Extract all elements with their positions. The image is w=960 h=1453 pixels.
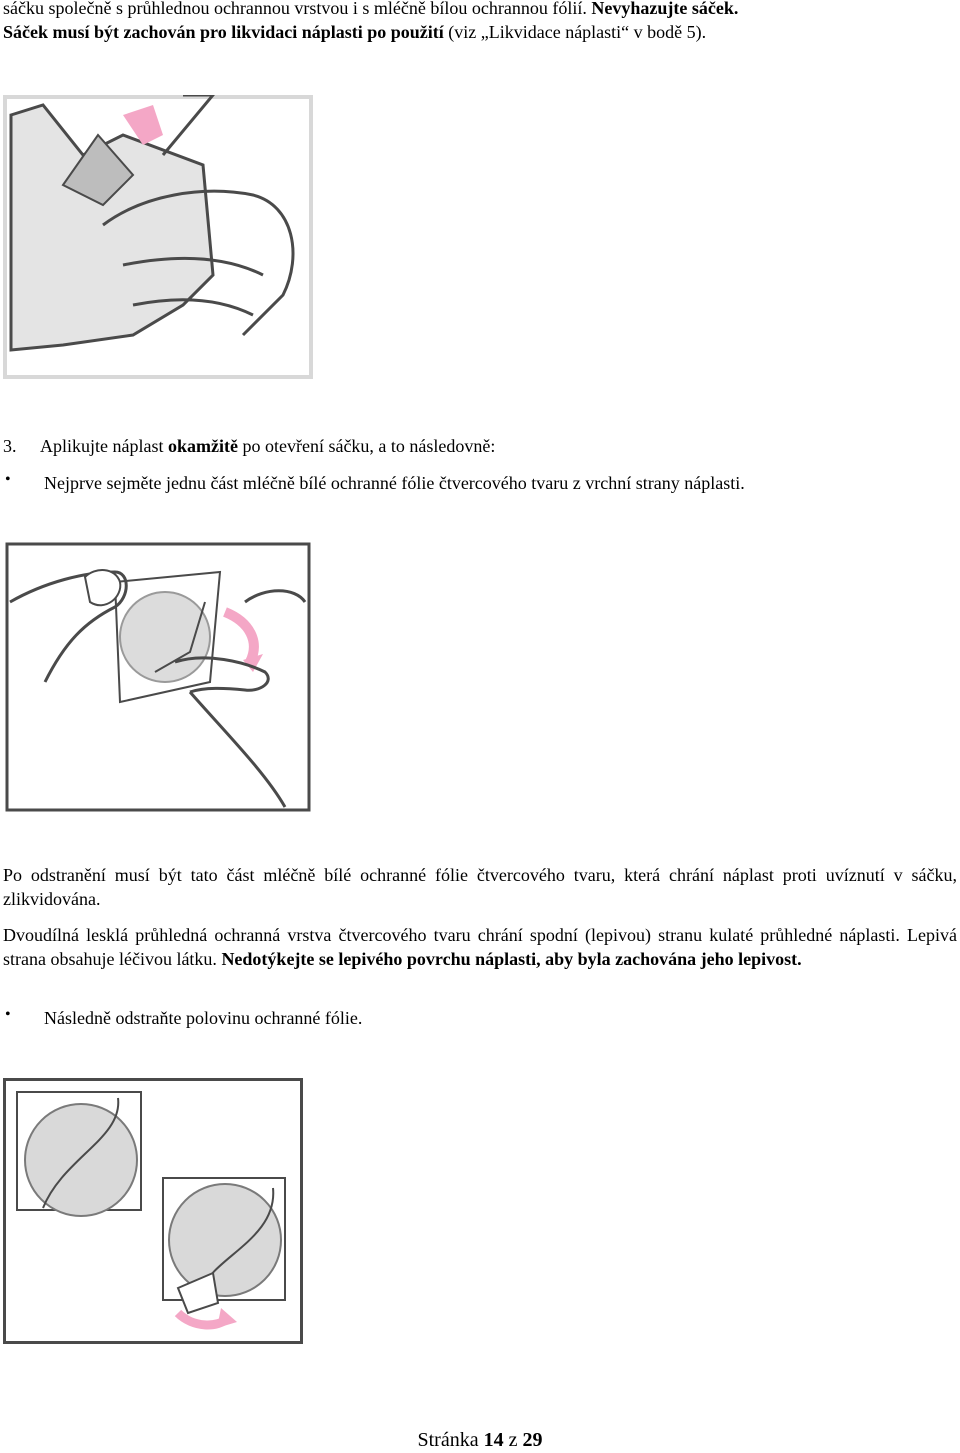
figure-peel-foil <box>5 542 311 812</box>
top-line-1-text: sáčku společně s průhlednou ochrannou vrstvou i s mléčně bílou ochrannou fólií. <box>3 0 592 18</box>
step-3-text-before: Aplikujte náplast <box>40 436 168 456</box>
page-footer <box>0 1427 960 1453</box>
top-line-2 <box>3 20 957 44</box>
step-3-number: 3. <box>3 436 17 456</box>
paragraph-protective-layer-bold: Nedotýkejte se lepivého povrchu náplasti, aby byla zachována jeho lepivost. <box>221 949 802 969</box>
bullet-2-symbol: • <box>5 1006 11 1023</box>
footer-middle: z <box>503 1429 523 1451</box>
paragraph-protective-layer <box>3 923 957 971</box>
bullet-2-text: Následně odstraňte polovinu ochranné fólie. <box>44 1008 363 1028</box>
bullet-1-symbol: • <box>5 471 11 488</box>
bullet-1-text: Nejprve sejměte jednu část mléčně bílé ochranné fólie čtvercového tvaru z vrchní strany náplasti. <box>44 473 745 493</box>
top-line-2-bold: Sáček musí být zachován pro likvidaci náplasti po použití <box>3 22 444 42</box>
footer-prefix: Stránka <box>417 1429 484 1451</box>
paragraph-protective-layer-text: Dvoudílná lesklá průhledná ochranná vrstva čtvercového tvaru chrání spodní (lepivou) stranu kulaté průhledné náplasti. Lepivá strana obsahuje léčivou látku. <box>3 925 957 969</box>
footer-page-total: 29 <box>522 1429 543 1451</box>
figure-open-sachet <box>3 95 315 381</box>
step-3-line <box>3 434 957 458</box>
step-3-text-after: po otevření sáčku, a to následovně: <box>237 436 496 456</box>
paragraph-foil-disposal: Po odstranění musí být tato část mléčně bílé ochranné fólie čtvercového tvaru, která chrání náplast proti uvíznutí v sáčku, zlikvidována. <box>3 865 957 909</box>
top-line-1-bold: Nevyhazujte sáček. <box>591 0 739 18</box>
top-line-2-text: (viz „Likvidace náplasti“ v bodě 5). <box>443 22 707 42</box>
footer-page-number: 14 <box>483 1429 504 1451</box>
figure-remove-half-liner <box>3 1078 303 1344</box>
step-3-text-bold: okamžitě <box>167 436 238 456</box>
step-3-text <box>40 434 495 458</box>
top-line-1 <box>3 0 957 20</box>
